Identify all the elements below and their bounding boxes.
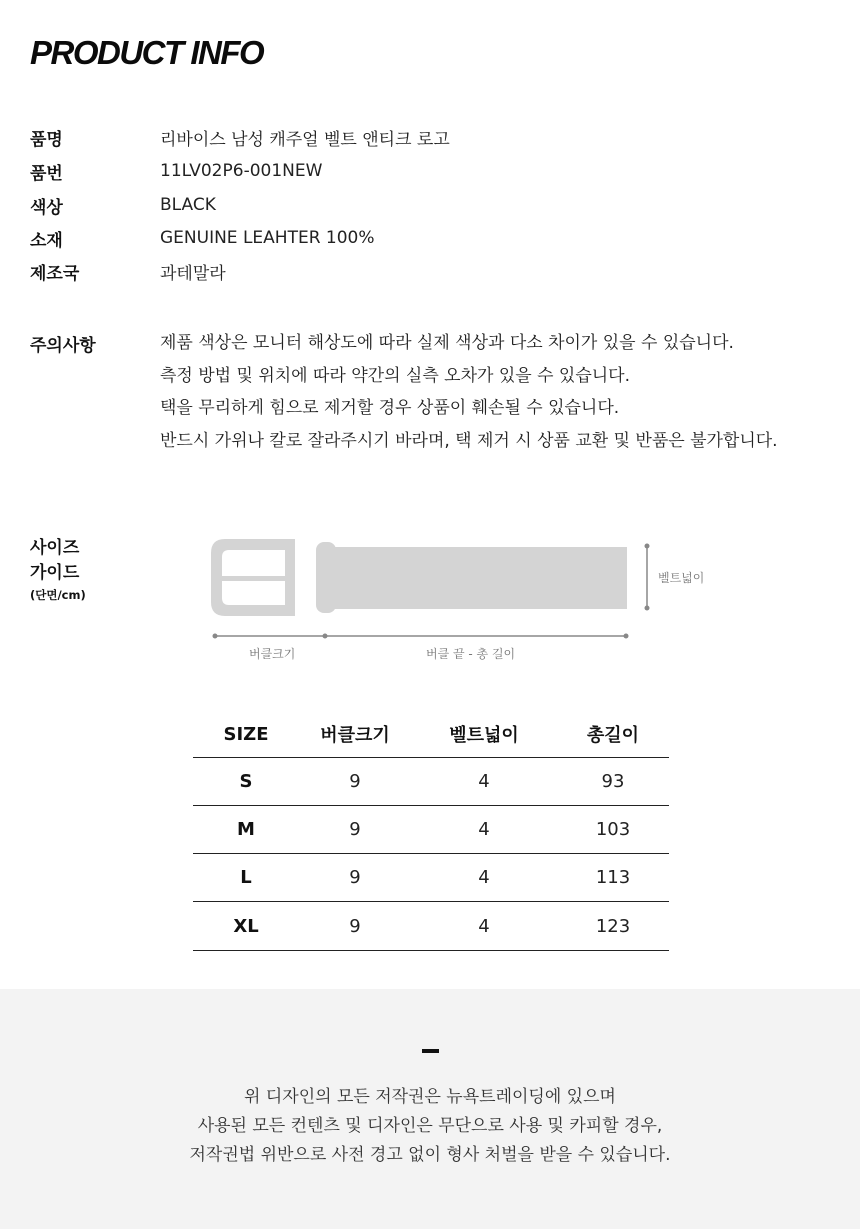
table-cell: 4 [411,757,557,805]
table-header: SIZE [193,712,299,757]
table-cell: 9 [299,902,411,950]
page-title: PRODUCT INFO [30,34,264,71]
table-cell: L [193,854,299,902]
table-header-row [193,712,669,757]
buckle-prong [218,576,288,581]
table-row [193,902,669,950]
caution-text [160,331,778,461]
table-header: 벨트넓이 [411,712,557,757]
info-row-material [30,226,375,250]
copyright-line: 사용된 모든 컨텐츠 및 디자인은 무단으로 사용 및 카피할 경우, [197,1116,663,1136]
copyright-notice [0,1083,860,1170]
size-guide-label [30,536,79,586]
copyright-line: 위 디자인의 모든 저작권은 뉴욕트레이딩에 있으며 [244,1087,616,1107]
table-header: 총길이 [557,712,669,757]
measure-dot [323,634,328,639]
table-cell: 113 [557,854,669,902]
info-row-origin [30,259,226,283]
info-value: BLACK [160,195,216,215]
size-guide-label-line: 가이드 [30,563,80,583]
info-value: 과테말라 [160,263,226,284]
table-cell: 9 [299,805,411,853]
copyright-line: 저작권법 위반으로 사전 경고 없이 형사 처벌을 받을 수 있습니다. [189,1145,671,1165]
table-cell: 9 [299,854,411,902]
info-value: GENUINE LEAHTER 100% [160,228,375,248]
info-label: 제조국 [30,263,80,284]
table-cell: 4 [411,805,557,853]
size-guide-unit: (단면/cm) [30,588,86,602]
table-cell: 4 [411,902,557,950]
table-cell: M [193,805,299,853]
width-label: 벨트넓이 [658,571,705,585]
size-table [193,712,669,951]
info-row-color [30,193,216,217]
table-cell: 9 [299,757,411,805]
table-cell: 93 [557,757,669,805]
caution-line: 택을 무리하게 힘으로 제거할 경우 상품이 훼손될 수 있습니다. [160,398,620,418]
caution-label: 주의사항 [30,336,96,356]
footer-divider [422,1049,439,1053]
buckle-size-label: 버클크기 [249,647,296,661]
measure-dot [645,544,650,549]
measure-dot [213,634,218,639]
info-label: 색상 [30,197,63,218]
info-row-code [30,159,322,183]
size-guide-label-line: 사이즈 [30,538,80,558]
table-cell: 4 [411,854,557,902]
table-header: 버클크기 [299,712,411,757]
belt-strap [325,547,627,609]
info-label: 소재 [30,230,63,251]
table-cell: 103 [557,805,669,853]
table-row [193,805,669,853]
info-value: 11LV02P6-001NEW [160,161,323,181]
caution-line: 측정 방법 및 위치에 따라 약간의 실측 오차가 있을 수 있습니다. [160,365,630,386]
measure-dot [645,606,650,611]
table-cell: XL [193,902,299,950]
belt-diagram [205,530,725,670]
table-row [193,757,669,805]
info-label: 품번 [30,163,63,184]
caution-line: 제품 색상은 모니터 해상도에 따라 실제 색상과 다소 차이가 있을 수 있습니다. [160,333,734,353]
table-cell: 123 [557,902,669,950]
belt-loop [316,542,336,613]
footer [0,989,860,1229]
total-length-label: 버클 끝 - 총 길이 [426,647,516,661]
info-row-name [30,125,450,149]
info-label: 품명 [30,129,63,150]
info-value: 리바이스 남성 캐주얼 벨트 앤티크 로고 [160,129,450,150]
buckle-bar [285,547,295,609]
table-cell: S [193,757,299,805]
measure-dot [624,634,629,639]
table-row [193,854,669,902]
caution-line: 반드시 가위나 칼로 잘라주시기 바라며, 택 제거 시 상품 교환 및 반품은 불가합니다. [160,430,778,451]
